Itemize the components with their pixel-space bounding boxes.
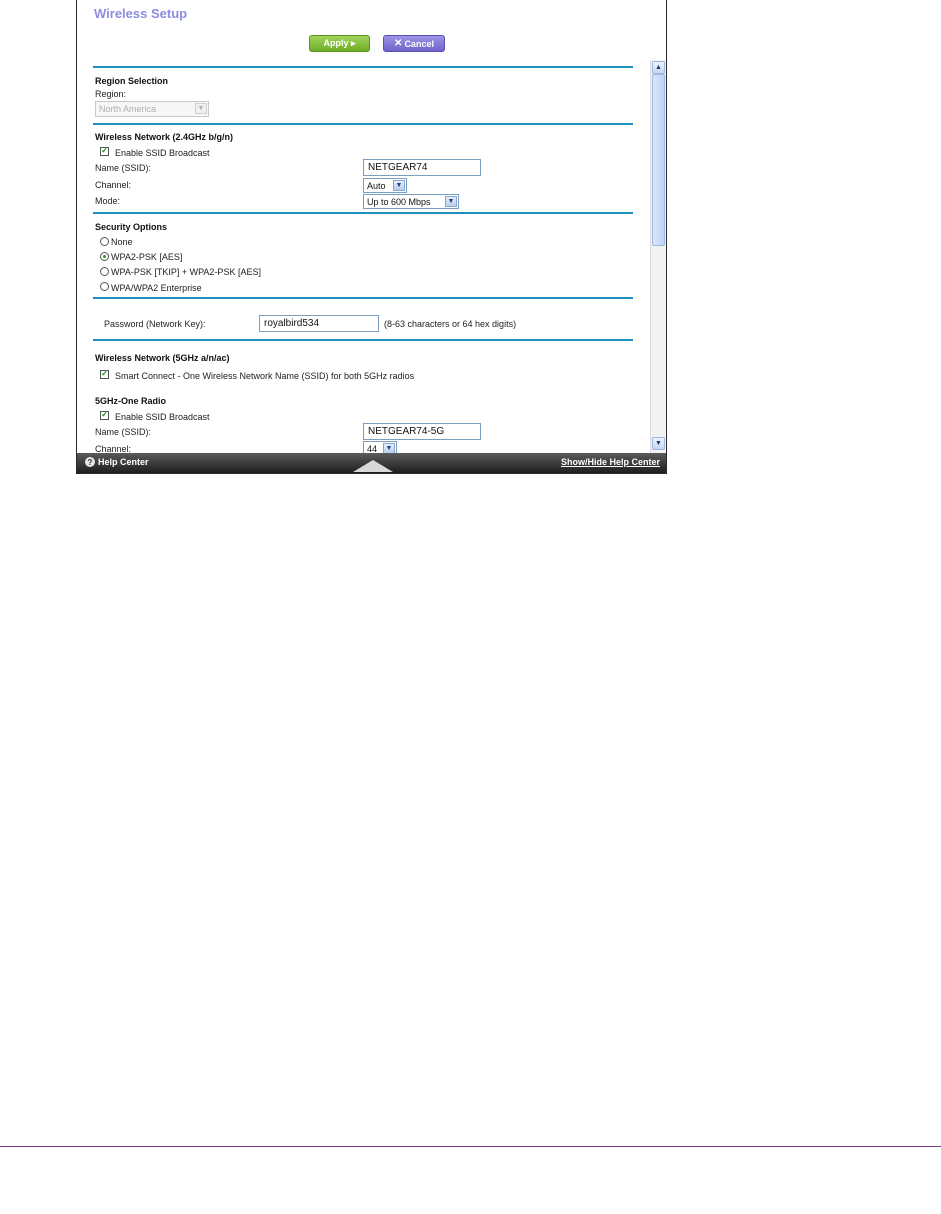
enable-ssid-24-label: Enable SSID Broadcast	[115, 148, 210, 158]
ssid-5-label: Name (SSID):	[95, 427, 152, 437]
security-option-label: WPA/WPA2 Enterprise	[111, 283, 202, 293]
settings-content	[77, 60, 650, 453]
scroll-down-icon[interactable]: ▼	[652, 437, 665, 450]
section-divider	[93, 339, 633, 341]
password-label: Password (Network Key):	[104, 319, 206, 329]
channel-5-select[interactable]	[363, 441, 397, 453]
security-option-label: None	[111, 237, 133, 247]
section-divider	[93, 212, 633, 214]
security-option-label: WPA-PSK [TKIP] + WPA2-PSK [AES]	[111, 267, 261, 277]
mode-label: Mode:	[95, 196, 121, 206]
channel-24-value: Auto	[367, 180, 386, 191]
show-hide-help-link[interactable]: Show/Hide Help Center	[560, 457, 660, 467]
close-icon: ✕	[394, 38, 403, 49]
scrollbar-thumb[interactable]	[652, 74, 665, 246]
chevron-down-icon: ▼	[445, 196, 457, 207]
section-divider	[93, 66, 633, 68]
ssid-24-input[interactable]	[363, 159, 481, 176]
password-input[interactable]	[259, 315, 379, 332]
scroll-up-icon[interactable]: ▲	[652, 61, 665, 74]
security-option-label: WPA2-PSK [AES]	[111, 252, 183, 262]
security-heading: Security Options	[95, 222, 168, 232]
section-divider	[93, 297, 633, 299]
page-title: Wireless Setup	[94, 6, 188, 21]
vertical-scrollbar[interactable]	[650, 60, 667, 453]
wifi24-heading: Wireless Network (2.4GHz b/g/n)	[95, 132, 233, 142]
mode-select[interactable]	[363, 194, 459, 209]
chevron-down-icon: ▼	[393, 180, 405, 191]
enable-ssid-5-checkbox[interactable]	[100, 411, 109, 420]
region-label: Region:	[95, 89, 127, 99]
channel-5-value: 44	[367, 443, 378, 453]
section-divider	[93, 123, 633, 125]
smart-connect-label: Smart Connect - One Wireless Network Name (SSID) for both 5GHz radios	[115, 371, 415, 381]
settings-scroll-pane[interactable]	[77, 60, 667, 453]
smart-connect-checkbox[interactable]	[100, 370, 109, 379]
help-center-link[interactable]	[85, 457, 149, 467]
mode-value: Up to 600 Mbps	[367, 196, 431, 207]
channel-24-label: Channel:	[95, 180, 132, 190]
enable-ssid-5-label: Enable SSID Broadcast	[115, 412, 210, 422]
security-option-enterprise-radio[interactable]	[100, 282, 109, 291]
help-center-bar	[77, 453, 667, 473]
region-value: North America	[99, 104, 157, 114]
apply-button[interactable]: Apply ▸	[309, 35, 370, 52]
cancel-button[interactable]	[383, 35, 445, 52]
cancel-label: Cancel	[404, 38, 434, 49]
enable-ssid-24-checkbox[interactable]	[100, 147, 109, 156]
chevron-down-icon: ▼	[383, 443, 395, 453]
region-select[interactable]	[95, 101, 209, 117]
channel-24-select[interactable]	[363, 178, 407, 193]
help-center-label: Help Center	[98, 457, 149, 467]
page-bottom-divider	[0, 1146, 941, 1147]
security-option-mixed-radio[interactable]	[100, 267, 109, 276]
question-icon: ?	[85, 457, 95, 467]
ssid-24-label: Name (SSID):	[95, 163, 152, 173]
router-window	[76, 0, 667, 474]
password-hint: (8-63 characters or 64 hex digits)	[384, 319, 517, 329]
chevron-down-icon: ▼	[195, 103, 207, 114]
region-heading: Region Selection	[95, 76, 169, 86]
channel-5-label: Channel:	[95, 444, 132, 453]
ssid-5-input[interactable]	[363, 423, 481, 440]
security-option-wpa2-radio[interactable]	[100, 252, 109, 261]
security-option-none-radio[interactable]	[100, 237, 109, 246]
expand-arrow-icon[interactable]	[353, 460, 393, 472]
radio5-heading: 5GHz-One Radio	[95, 396, 167, 406]
wifi5-heading: Wireless Network (5GHz a/n/ac)	[95, 353, 230, 363]
